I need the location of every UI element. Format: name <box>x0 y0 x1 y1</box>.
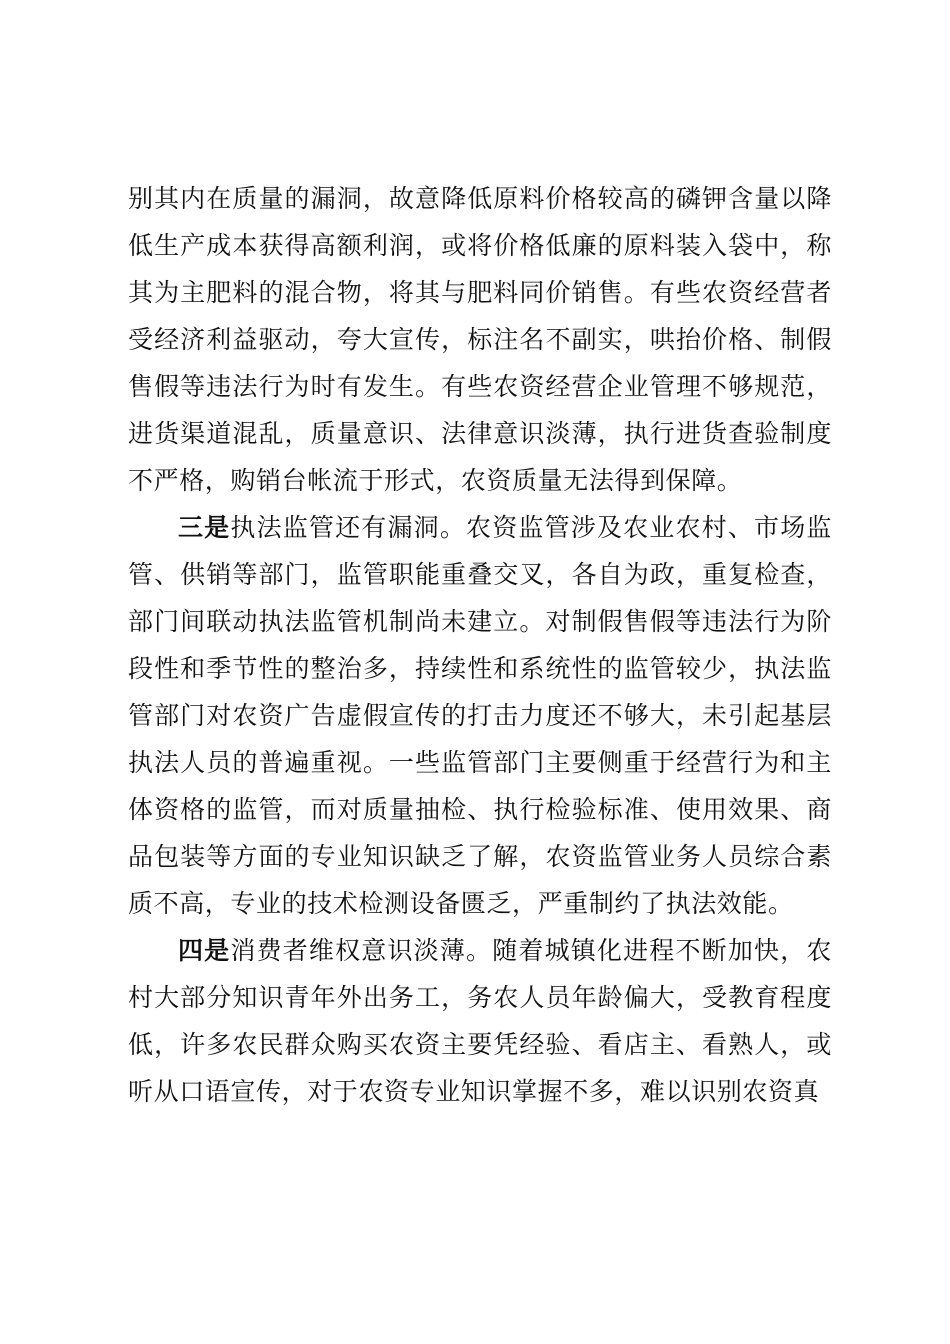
paragraph-three <box>128 504 832 927</box>
paragraph-continuation <box>128 175 832 504</box>
paragraph-text: 执法监管还有漏洞。农资监管涉及农业农村、市场监管、供销等部门，监管职能重叠交叉，各自为政，重复检查，部门间联动执法监管机制尚未建立。对制假售假等违法行为阶段性和季节性的整治多，持续性和系统性的监管较少，执法监管部门对农资广告虚假宣传的打击力度还不够大，未引起基层执法人员的普遍重视。一些监管部门主要侧重于经营行为和主体资格的监管，而对质量抽检、执行检验标准、使用效果、商品包装等方面的专业知识缺乏了解，农资监管业务人员综合素质不高，专业的技术检测设备匮乏，严重制约了执法效能。 <box>128 513 832 918</box>
paragraph-lead: 四是 <box>178 936 231 965</box>
paragraph-text: 别其内在质量的漏洞，故意降低原料价格较高的磷钾含量以降低生产成本获得高额利润，或将价格低廉的原料装入袋中，称其为主肥料的混合物，将其与肥料同价销售。有些农资经营者受经济利益驱动，夸大宣传，标注名不副实，哄抬价格、制假售假等违法行为时有发生。有些农资经营企业管理不够规范，进货渠道混乱，质量意识、法律意识淡薄，执行进货查验制度不严格，购销台帐流于形式，农资质量无法得到保障。 <box>128 184 832 495</box>
paragraph-lead: 三是 <box>178 513 231 542</box>
paragraph-four <box>128 927 832 1115</box>
document-body <box>128 175 832 1115</box>
paragraph-text: 消费者维权意识淡薄。随着城镇化进程不断加快，农村大部分知识青年外出务工，务农人员年龄偏大，受教育程度低，许多农民群众购买农资主要凭经验、看店主、看熟人，或听从口语宣传，对于农资专业知识掌握不多，难以识别农资真 <box>128 936 832 1106</box>
